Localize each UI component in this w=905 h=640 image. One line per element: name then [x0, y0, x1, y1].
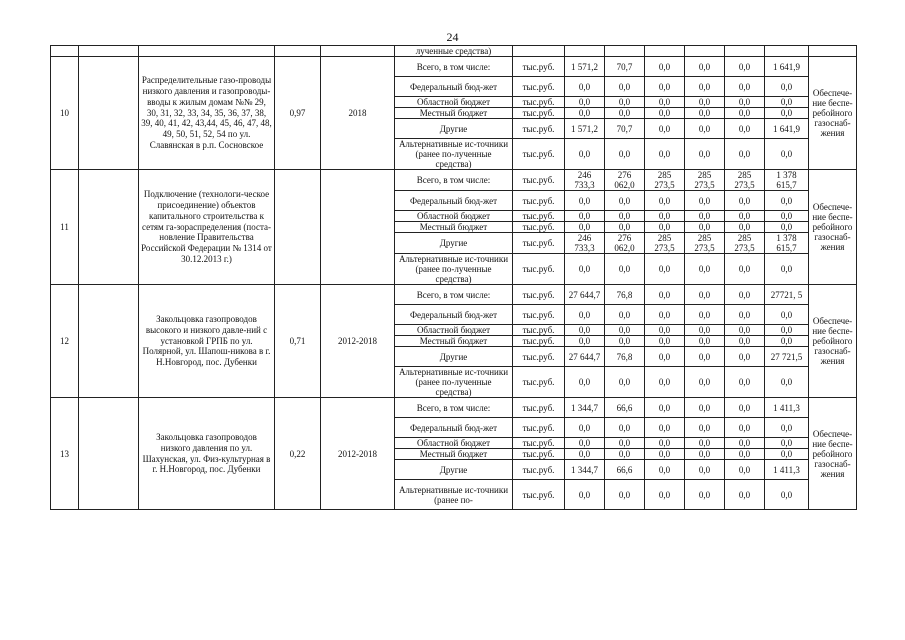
funding-source: Альтернативные ис-точники (ранее по-лученные средства): [395, 367, 513, 398]
amount-value: 66,6: [605, 398, 645, 418]
amount-value: 0,0: [605, 336, 645, 347]
amount-value: 0,0: [685, 398, 725, 418]
implementation-period: 2018: [321, 57, 395, 170]
funding-row: [51, 285, 857, 305]
empty-cell: [79, 285, 139, 398]
funding-source: Другие: [395, 233, 513, 254]
amount-value: 0,0: [725, 305, 765, 325]
expected-result: Обеспече-ние беспе-ребойного газоснаб-жения: [809, 285, 857, 398]
amount-value: 276 062,0: [605, 170, 645, 191]
amount-value: 0,0: [565, 77, 605, 97]
amount-value: 0,0: [565, 480, 605, 510]
amount-value: 0,0: [725, 254, 765, 285]
cell: [321, 46, 395, 57]
funding-source: Всего, в том числе:: [395, 285, 513, 305]
expected-result: Обеспече-ние беспе-ребойного газоснаб-жения: [809, 398, 857, 510]
amount-value: 0,0: [605, 222, 645, 233]
cell: [275, 46, 321, 57]
amount-value: 0,0: [685, 480, 725, 510]
amount-value: 70,7: [605, 119, 645, 139]
amount-value: 0,0: [605, 367, 645, 398]
unit: тыс.руб.: [513, 325, 565, 336]
unit: тыс.руб.: [513, 77, 565, 97]
amount-value: 1 641,9: [765, 57, 809, 77]
amount-value: 0,0: [725, 460, 765, 480]
cell: [565, 46, 605, 57]
unit: тыс.руб.: [513, 108, 565, 119]
amount-value: 0,0: [725, 119, 765, 139]
amount-value: 0,0: [685, 97, 725, 108]
amount-value: 0,0: [685, 57, 725, 77]
funding-source: Альтернативные ис-точники (ранее по-лученные средства): [395, 139, 513, 170]
amount-value: 0,0: [765, 418, 809, 438]
funding-source: Местный бюджет: [395, 108, 513, 119]
unit: тыс.руб.: [513, 139, 565, 170]
amount-value: 0,0: [605, 139, 645, 170]
empty-cell: [79, 398, 139, 510]
unit: тыс.руб.: [513, 254, 565, 285]
amount-value: 0,0: [685, 222, 725, 233]
amount-value: 0,0: [565, 222, 605, 233]
amount-value: 0,0: [645, 480, 685, 510]
amount-value: 0,0: [725, 222, 765, 233]
amount-value: 1 378 615,7: [765, 170, 809, 191]
amount-value: 0,0: [765, 367, 809, 398]
length-km: 0,71: [275, 285, 321, 398]
amount-value: 285 273,5: [685, 233, 725, 254]
unit: тыс.руб.: [513, 119, 565, 139]
cell: [685, 46, 725, 57]
amount-value: 0,0: [605, 77, 645, 97]
amount-value: 0,0: [725, 191, 765, 211]
page-number: 24: [446, 30, 459, 44]
amount-value: 0,0: [645, 305, 685, 325]
amount-value: 0,0: [765, 191, 809, 211]
amount-value: 0,0: [605, 438, 645, 449]
unit: тыс.руб.: [513, 460, 565, 480]
amount-value: 0,0: [765, 438, 809, 449]
amount-value: 0,0: [605, 254, 645, 285]
amount-value: 0,0: [765, 222, 809, 233]
amount-value: 0,0: [645, 222, 685, 233]
funding-source-cell: лученные средства): [395, 46, 513, 57]
cell: [51, 46, 79, 57]
amount-value: 1 641,9: [765, 119, 809, 139]
unit: тыс.руб.: [513, 305, 565, 325]
amount-value: 0,0: [605, 211, 645, 222]
unit: тыс.руб.: [513, 233, 565, 254]
amount-value: 27 644,7: [565, 347, 605, 367]
amount-value: 1 378 615,7: [765, 233, 809, 254]
expected-result: Обеспече-ние беспе-ребойного газоснаб-жения: [809, 170, 857, 285]
amount-value: 1 411,3: [765, 460, 809, 480]
length-km: 0,97: [275, 57, 321, 170]
amount-value: 76,8: [605, 285, 645, 305]
amount-value: 276 062,0: [605, 233, 645, 254]
amount-value: 0,0: [605, 108, 645, 119]
funding-source: Областной бюджет: [395, 211, 513, 222]
funding-source: Всего, в том числе:: [395, 170, 513, 191]
amount-value: 0,0: [685, 254, 725, 285]
amount-value: 0,0: [685, 191, 725, 211]
continuation-row: [51, 46, 857, 57]
implementation-period: 2012-2018: [321, 398, 395, 510]
amount-value: 0,0: [645, 449, 685, 460]
unit: тыс.руб.: [513, 191, 565, 211]
length-km: 0,22: [275, 398, 321, 510]
amount-value: 0,0: [685, 418, 725, 438]
unit: тыс.руб.: [513, 398, 565, 418]
funding-source: Другие: [395, 347, 513, 367]
amount-value: 0,0: [685, 305, 725, 325]
amount-value: 0,0: [725, 108, 765, 119]
amount-value: 27 721,5: [765, 347, 809, 367]
amount-value: 0,0: [605, 191, 645, 211]
unit: тыс.руб.: [513, 170, 565, 191]
unit: тыс.руб.: [513, 418, 565, 438]
amount-value: 0,0: [565, 418, 605, 438]
amount-value: 0,0: [725, 367, 765, 398]
amount-value: 0,0: [645, 97, 685, 108]
amount-value: 0,0: [765, 211, 809, 222]
cell: [809, 46, 857, 57]
object-description: Закольцовка газопроводов низкого давления по ул. Шахунская, ул. Физ-культурная в г. Н.Новгород, пос. Дубенки: [139, 398, 275, 510]
amount-value: 0,0: [565, 325, 605, 336]
unit: тыс.руб.: [513, 480, 565, 510]
amount-value: 0,0: [565, 211, 605, 222]
amount-value: 0,0: [765, 77, 809, 97]
row-number: 11: [51, 170, 79, 285]
amount-value: 0,0: [685, 119, 725, 139]
amount-value: 0,0: [605, 449, 645, 460]
implementation-period: [321, 170, 395, 285]
amount-value: 246 733,3: [565, 170, 605, 191]
funding-source: Альтернативные ис-точники (ранее по-лученные средства): [395, 254, 513, 285]
funding-source: Всего, в том числе:: [395, 57, 513, 77]
amount-value: 0,0: [725, 77, 765, 97]
amount-value: 0,0: [685, 449, 725, 460]
funding-source: Федеральный бюд-жет: [395, 418, 513, 438]
amount-value: 285 273,5: [725, 170, 765, 191]
amount-value: 0,0: [565, 108, 605, 119]
empty-cell: [79, 57, 139, 170]
amount-value: 0,0: [685, 285, 725, 305]
object-description: Закольцовка газопроводов высокого и низкого давле-ний с установкой ГРПБ по ул. Полярной, ул. Шапош-никова в г. Н.Новгород, пос. Дубенки: [139, 285, 275, 398]
amount-value: 0,0: [765, 305, 809, 325]
implementation-period: 2012-2018: [321, 285, 395, 398]
amount-value: 0,0: [725, 449, 765, 460]
amount-value: 0,0: [565, 97, 605, 108]
unit: тыс.руб.: [513, 222, 565, 233]
cell: [645, 46, 685, 57]
amount-value: 0,0: [685, 211, 725, 222]
funding-source: Федеральный бюд-жет: [395, 77, 513, 97]
row-number: 13: [51, 398, 79, 510]
amount-value: 0,0: [565, 139, 605, 170]
amount-value: 0,0: [685, 460, 725, 480]
funding-source: Другие: [395, 119, 513, 139]
amount-value: 0,0: [725, 139, 765, 170]
funding-source: Местный бюджет: [395, 449, 513, 460]
amount-value: 0,0: [645, 460, 685, 480]
cell: [513, 46, 565, 57]
length-km: [275, 170, 321, 285]
funding-table: [50, 45, 857, 510]
amount-value: 0,0: [645, 211, 685, 222]
amount-value: 0,0: [645, 254, 685, 285]
amount-value: 285 273,5: [685, 170, 725, 191]
amount-value: 0,0: [565, 254, 605, 285]
amount-value: 0,0: [645, 367, 685, 398]
cell: [605, 46, 645, 57]
amount-value: 285 273,5: [725, 233, 765, 254]
amount-value: 0,0: [725, 480, 765, 510]
amount-value: 0,0: [605, 97, 645, 108]
amount-value: 0,0: [685, 108, 725, 119]
amount-value: 0,0: [645, 438, 685, 449]
funding-source: Федеральный бюд-жет: [395, 191, 513, 211]
amount-value: 0,0: [765, 97, 809, 108]
empty-cell: [79, 170, 139, 285]
amount-value: 27721, 5: [765, 285, 809, 305]
amount-value: 70,7: [605, 57, 645, 77]
amount-value: 1 344,7: [565, 460, 605, 480]
object-description: Подключение (технологи-ческое присоединение) объектов капитального строительства к сетям га-зораспределения (поста-новление Правительства Российской Федерации № 1314 от 30.12.2013 г.): [139, 170, 275, 285]
amount-value: 0,0: [565, 438, 605, 449]
amount-value: 0,0: [645, 108, 685, 119]
amount-value: 0,0: [765, 480, 809, 510]
funding-source: Областной бюджет: [395, 97, 513, 108]
amount-value: 0,0: [645, 119, 685, 139]
cell: [725, 46, 765, 57]
amount-value: 0,0: [765, 254, 809, 285]
amount-value: 1 571,2: [565, 57, 605, 77]
amount-value: 0,0: [565, 336, 605, 347]
funding-source: Другие: [395, 460, 513, 480]
amount-value: 0,0: [765, 336, 809, 347]
amount-value: 0,0: [645, 347, 685, 367]
funding-row: [51, 57, 857, 77]
amount-value: 0,0: [605, 480, 645, 510]
cell: [79, 46, 139, 57]
amount-value: 0,0: [645, 77, 685, 97]
amount-value: 0,0: [645, 139, 685, 170]
amount-value: 0,0: [685, 336, 725, 347]
amount-value: 0,0: [725, 285, 765, 305]
amount-value: 1 344,7: [565, 398, 605, 418]
amount-value: 0,0: [605, 418, 645, 438]
unit: тыс.руб.: [513, 367, 565, 398]
amount-value: 1 411,3: [765, 398, 809, 418]
amount-value: 76,8: [605, 347, 645, 367]
amount-value: 0,0: [605, 305, 645, 325]
unit: тыс.руб.: [513, 285, 565, 305]
funding-source: Местный бюджет: [395, 222, 513, 233]
amount-value: 66,6: [605, 460, 645, 480]
unit: тыс.руб.: [513, 97, 565, 108]
funding-row: [51, 398, 857, 418]
amount-value: 0,0: [565, 305, 605, 325]
amount-value: 0,0: [685, 347, 725, 367]
unit: тыс.руб.: [513, 336, 565, 347]
funding-source: Областной бюджет: [395, 438, 513, 449]
object-description: Распределительные газо-проводы низкого давления и газопроводы-вводы к жилым домам №№ 29, 30, 31, 32, 33, 34, 35, 36, 37, 38, 39, 40, 41, 42, 43,44, 45, 46, 47, 48, 49, 50, 51, 52, 54 по ул. Славянская в р.п. Сосновское: [139, 57, 275, 170]
amount-value: 0,0: [765, 139, 809, 170]
unit: тыс.руб.: [513, 211, 565, 222]
amount-value: 0,0: [725, 211, 765, 222]
funding-source: Федеральный бюд-жет: [395, 305, 513, 325]
amount-value: 0,0: [725, 418, 765, 438]
funding-source: Альтернативные ис-точники (ранее по-: [395, 480, 513, 510]
amount-value: 0,0: [645, 57, 685, 77]
funding-row: [51, 170, 857, 191]
amount-value: 27 644,7: [565, 285, 605, 305]
amount-value: 0,0: [725, 336, 765, 347]
cell: [765, 46, 809, 57]
amount-value: 0,0: [725, 57, 765, 77]
amount-value: 0,0: [565, 191, 605, 211]
funding-source: Местный бюджет: [395, 336, 513, 347]
amount-value: 285 273,5: [645, 233, 685, 254]
amount-value: 0,0: [725, 97, 765, 108]
amount-value: 0,0: [645, 191, 685, 211]
amount-value: 0,0: [765, 449, 809, 460]
amount-value: 285 273,5: [645, 170, 685, 191]
funding-source: Областной бюджет: [395, 325, 513, 336]
amount-value: 0,0: [725, 325, 765, 336]
funding-source: Всего, в том числе:: [395, 398, 513, 418]
amount-value: 0,0: [645, 325, 685, 336]
amount-value: 0,0: [645, 418, 685, 438]
amount-value: 0,0: [725, 347, 765, 367]
unit: тыс.руб.: [513, 449, 565, 460]
row-number: 10: [51, 57, 79, 170]
amount-value: 0,0: [725, 438, 765, 449]
amount-value: 0,0: [685, 325, 725, 336]
amount-value: 0,0: [645, 398, 685, 418]
amount-value: 246 733,3: [565, 233, 605, 254]
amount-value: 0,0: [565, 367, 605, 398]
unit: тыс.руб.: [513, 57, 565, 77]
amount-value: 0,0: [645, 336, 685, 347]
amount-value: 0,0: [605, 325, 645, 336]
amount-value: 1 571,2: [565, 119, 605, 139]
amount-value: 0,0: [685, 367, 725, 398]
unit: тыс.руб.: [513, 438, 565, 449]
amount-value: 0,0: [685, 77, 725, 97]
amount-value: 0,0: [765, 108, 809, 119]
cell: [139, 46, 275, 57]
amount-value: 0,0: [685, 139, 725, 170]
amount-value: 0,0: [685, 438, 725, 449]
expected-result: Обеспече-ние беспе-ребойного газоснаб-жения: [809, 57, 857, 170]
amount-value: 0,0: [645, 285, 685, 305]
amount-value: 0,0: [565, 449, 605, 460]
amount-value: 0,0: [725, 398, 765, 418]
amount-value: 0,0: [765, 325, 809, 336]
row-number: 12: [51, 285, 79, 398]
unit: тыс.руб.: [513, 347, 565, 367]
